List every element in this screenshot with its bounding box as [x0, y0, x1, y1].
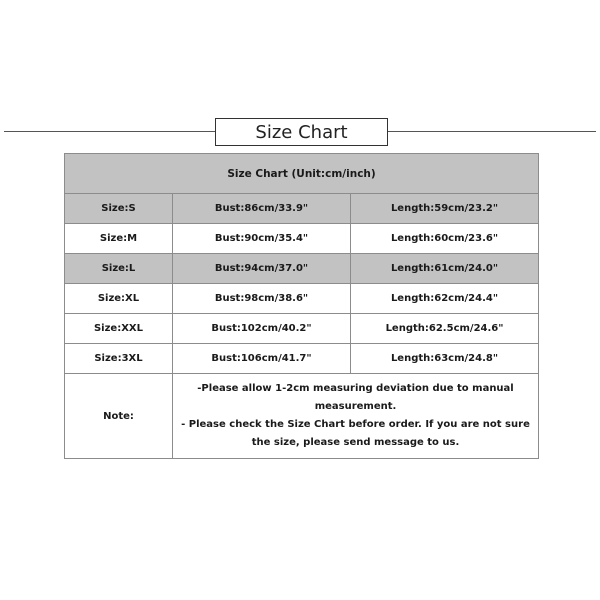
- bust-cell: Bust:86cm/33.9": [173, 194, 351, 224]
- banner-title: Size Chart: [255, 121, 348, 143]
- size-cell: Size:XXL: [65, 314, 173, 344]
- bust-cell: Bust:98cm/38.6": [173, 284, 351, 314]
- length-cell: Length:62.5cm/24.6": [351, 314, 539, 344]
- bust-cell: Bust:94cm/37.0": [173, 254, 351, 284]
- table-header-row: [65, 154, 539, 194]
- size-chart-table: [64, 153, 539, 459]
- table-row: [65, 194, 539, 224]
- length-cell: Length:60cm/23.6": [351, 224, 539, 254]
- size-cell: Size:3XL: [65, 344, 173, 374]
- table-header: Size Chart (Unit:cm/inch): [65, 154, 539, 194]
- bust-cell: Bust:90cm/35.4": [173, 224, 351, 254]
- size-cell: Size:L: [65, 254, 173, 284]
- length-cell: Length:62cm/24.4": [351, 284, 539, 314]
- table-row: [65, 254, 539, 284]
- table-row: [65, 224, 539, 254]
- length-cell: Length:59cm/23.2": [351, 194, 539, 224]
- size-cell: Size:S: [65, 194, 173, 224]
- note-row: [65, 374, 539, 459]
- note-label: Note:: [65, 374, 173, 459]
- bust-cell: Bust:102cm/40.2": [173, 314, 351, 344]
- title-rule-right: [388, 131, 596, 132]
- length-cell: Length:61cm/24.0": [351, 254, 539, 284]
- notes-cell: [173, 374, 539, 459]
- note-line: -Please allow 1-2cm measuring deviation due to manual measurement.: [197, 383, 514, 412]
- table-row: [65, 314, 539, 344]
- size-cell: Size:M: [65, 224, 173, 254]
- bust-cell: Bust:106cm/41.7": [173, 344, 351, 374]
- size-cell: Size:XL: [65, 284, 173, 314]
- table-row: [65, 284, 539, 314]
- title-rule-left: [4, 131, 215, 132]
- size-chart-banner: [215, 118, 388, 146]
- length-cell: Length:63cm/24.8": [351, 344, 539, 374]
- note-line: - Please check the Size Chart before order. If you are not sure the size, please send message to us.: [181, 419, 530, 448]
- table-row: [65, 344, 539, 374]
